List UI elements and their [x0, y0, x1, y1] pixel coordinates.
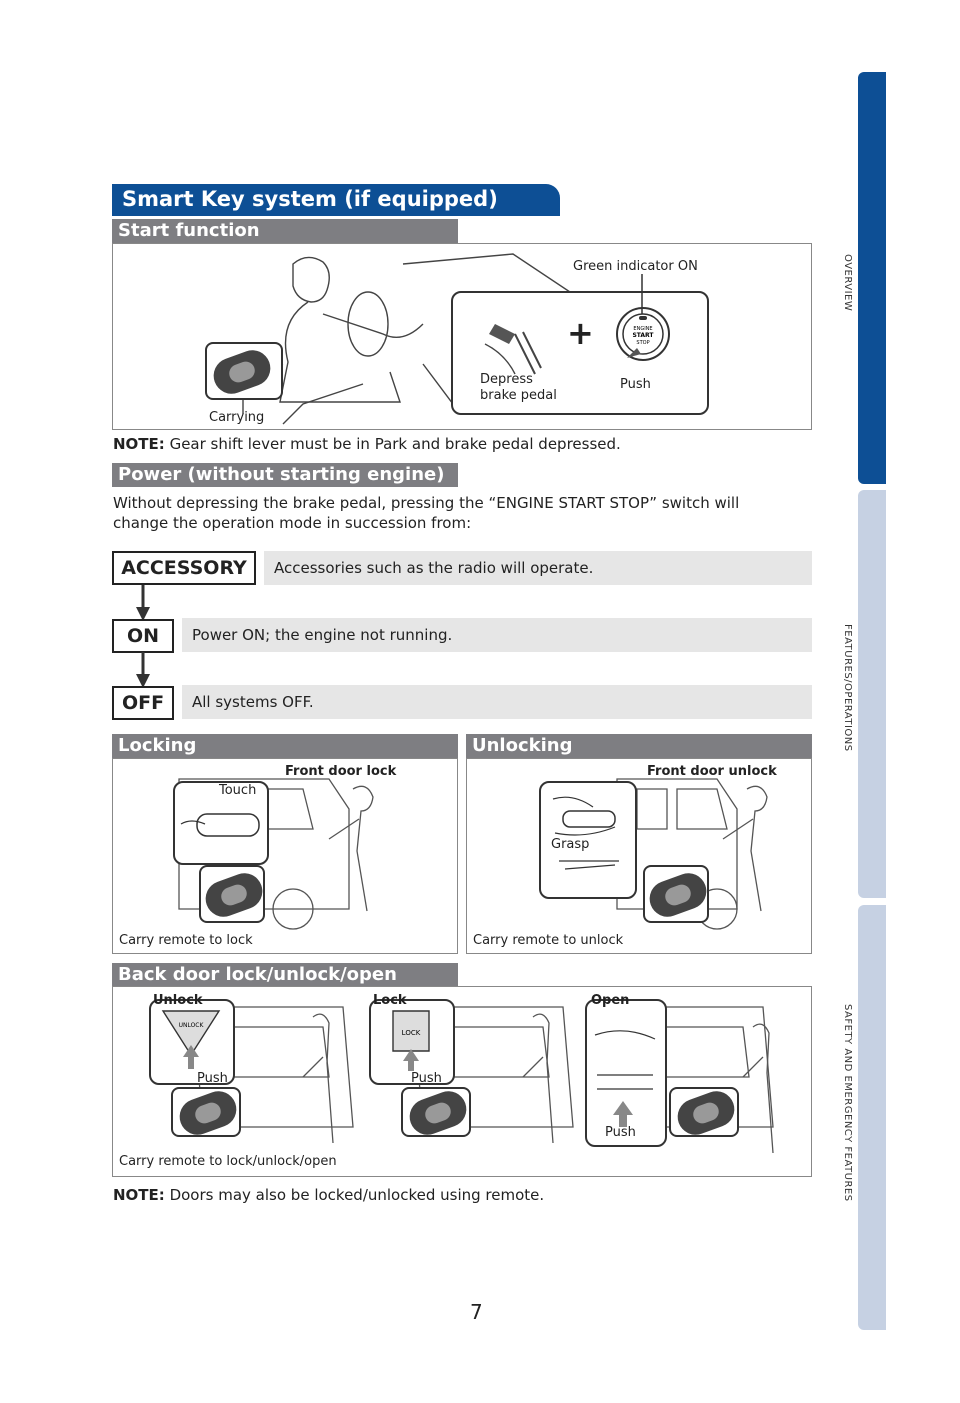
power-intro-line1: Without depressing the brake pedal, pressing the “ENGINE START STOP” switch will — [113, 494, 740, 512]
section-back-door: Back door lock/unlock/open — [112, 963, 458, 987]
label-front-door-unlock: Front door unlock — [647, 764, 777, 779]
note1-text: Gear shift lever must be in Park and brake pedal depressed. — [169, 435, 621, 453]
note2-label: NOTE: — [113, 1186, 165, 1204]
tab-overview-label: OVERVIEW — [842, 254, 853, 312]
label-touch: Touch — [219, 783, 257, 798]
section-unlocking: Unlocking — [466, 734, 812, 758]
mode-on: ON — [112, 619, 174, 653]
open-handle-icon — [589, 1005, 665, 1145]
label-brake-pedal: brake pedal — [480, 388, 557, 403]
mode-off: OFF — [112, 686, 174, 720]
power-intro-line2: change the operation mode in succession from: — [113, 514, 472, 532]
label-unlock: Unlock — [153, 993, 203, 1008]
mode-accessory-desc: Accessories such as the radio will operate. — [264, 551, 812, 585]
indicator-pointer-line — [640, 274, 644, 314]
mode-accessory: ACCESSORY — [112, 551, 256, 585]
note1 — [113, 435, 621, 453]
back-door-panel — [112, 986, 812, 1177]
locking-panel — [112, 758, 458, 954]
label-front-door-lock: Front door lock — [285, 764, 397, 779]
mode-off-desc: All systems OFF. — [182, 685, 812, 719]
section-start-function: Start function — [112, 219, 458, 243]
arrow-down-icon — [133, 652, 153, 688]
note2-text: Doors may also be locked/unlocked using remote. — [169, 1186, 545, 1204]
tab-overview[interactable] — [858, 72, 886, 484]
svg-text:ENGINE: ENGINE — [633, 326, 653, 332]
tab-features[interactable] — [858, 490, 886, 898]
note2 — [113, 1186, 544, 1204]
label-push-unlock: Push — [197, 1071, 228, 1086]
label-depress: Depress — [480, 372, 533, 387]
svg-text:STOP: STOP — [636, 340, 650, 346]
label-lock: Lock — [373, 993, 407, 1008]
label-green-indicator: Green indicator ON — [573, 259, 698, 274]
svg-text:START: START — [632, 332, 654, 339]
tab-features-label: FEATURES/OPERATIONS — [842, 624, 853, 752]
page-title: Smart Key system (if equipped) — [112, 184, 560, 216]
label-carrying: Carrying — [209, 410, 265, 425]
label-push-open: Push — [605, 1125, 636, 1140]
label-grasp: Grasp — [551, 837, 590, 852]
label-open: Open — [591, 993, 630, 1008]
section-power: Power (without starting engine) — [112, 463, 458, 487]
unlocking-panel — [466, 758, 812, 954]
lock-button-icon — [373, 1005, 453, 1075]
label-push-lock: Push — [411, 1071, 442, 1086]
vehicle-illustration — [467, 759, 813, 955]
tab-safety[interactable] — [858, 905, 886, 1330]
label-push: Push — [620, 377, 651, 392]
carry-to-lock: Carry remote to lock — [119, 933, 253, 948]
carry-to-unlock: Carry remote to unlock — [473, 933, 624, 948]
svg-text:LOCK: LOCK — [401, 1029, 421, 1037]
arrow-down-icon — [133, 585, 153, 621]
tab-safety-label: SAFETY AND EMERGENCY FEATURES — [842, 1004, 853, 1202]
plus-sign: + — [567, 314, 594, 352]
vehicle-illustration — [113, 759, 459, 955]
section-locking: Locking — [112, 734, 458, 758]
unlock-button-icon — [153, 1005, 233, 1075]
carry-to-lock-unlock-open: Carry remote to lock/unlock/open — [119, 1154, 337, 1169]
door-handle-icon — [179, 804, 269, 854]
mode-on-desc: Power ON; the engine not running. — [182, 618, 812, 652]
page-number: 7 — [470, 1300, 483, 1324]
note1-label: NOTE: — [113, 435, 165, 453]
start-function-panel — [112, 243, 812, 430]
svg-text:UNLOCK: UNLOCK — [178, 1022, 204, 1029]
